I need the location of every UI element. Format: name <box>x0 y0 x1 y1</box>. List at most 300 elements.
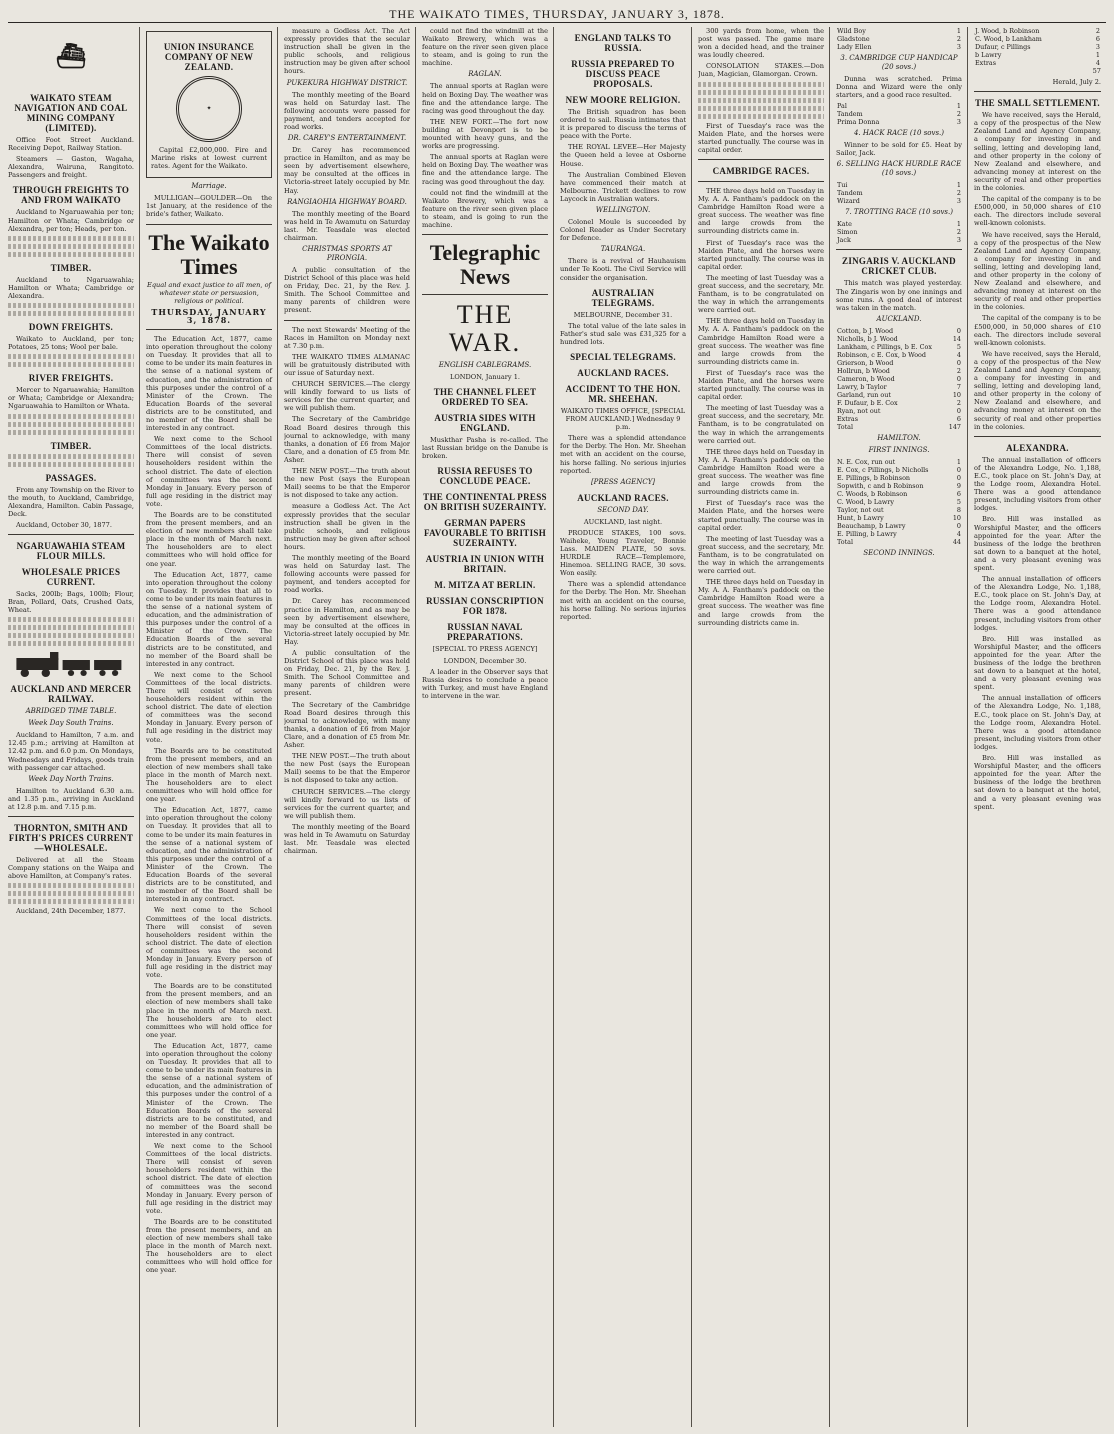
row-value: 3 <box>956 43 961 51</box>
thornton-head: THORNTON, SMITH AND FIRTH'S PRICES CURRENT—WHOLESALE. <box>8 823 134 853</box>
hamilton-scorecard <box>836 458 962 538</box>
week-south-head: Week Day South Trains. <box>28 719 114 728</box>
table-row <box>836 35 962 43</box>
insurance-seal-icon: ✦ <box>176 76 242 142</box>
new-post-text-b: THE NEW POST.—The truth about the new Post (says the European Mail) seems to be that the Emperor is not disposed to take any action. <box>284 752 410 785</box>
row-label: Simon <box>837 228 858 237</box>
row-value: 2 <box>956 189 961 198</box>
cricket-head: ZINGARIS V. AUCKLAND CRICKET CLUB. <box>842 256 956 277</box>
cup-handicap-text: Dunna was scratched. Prima Donna and Wizard were the only starters, and a good race resulted. <box>836 75 962 100</box>
river-freights-head: RIVER FREIGHTS. <box>28 373 114 384</box>
row-label: F. Dufaur, b E. Cox <box>837 398 898 407</box>
religion-head: NEW MOORE RELIGION. <box>565 95 681 105</box>
row-label: Extras <box>975 59 996 67</box>
steamers-list: Steamers — Gaston, Wagaha, Alexandra, Wairuna, Rangitoto. Passengers and freight. <box>8 155 134 180</box>
col8-total: 57 <box>1092 67 1101 75</box>
date-line: Auckland, October 30, 1877. <box>16 520 112 529</box>
row-label: Lady Ellen <box>837 43 872 51</box>
leader-para-2c: We next come to the School Committees of the local districts. There will consist of seven householders resident within the school district. The date of election of committees was the second Monday in January. Every person of full age residing in the district may vote. <box>146 906 272 980</box>
table-row <box>836 407 962 415</box>
row-value: 3 <box>956 236 961 245</box>
table-row <box>836 102 962 110</box>
leader-para-3d: The Boards are to be constituted from the present members, and an election of new members shall take place in the month of March next. The householders are to elect committees who will hold office for one year. <box>146 1217 272 1275</box>
row-label: Tui <box>837 181 848 190</box>
row-value: 1 <box>956 27 961 35</box>
col6-para-1b: CONSOLATION STAKES.—Don Juan, Magician, Glamorgan. Crown. <box>698 62 824 79</box>
cup-handicap-head: 3. CAMBRIDGE CUP HANDICAP (20 sovs.) <box>840 54 958 71</box>
row-label: Robinson, c E. Cox, b Wood <box>837 350 927 359</box>
raglan-text-b: The annual sports at Raglan were held on Boxing Day. The weather was fine and the attendance large. The racing was good throughout the day. <box>422 153 548 186</box>
new-post-text: THE NEW POST.—The truth about the new Post (says the European Mail) seems to be that the Emperor is not disposed to take any action. <box>284 467 410 500</box>
table-row <box>836 351 962 359</box>
table-row <box>836 530 962 538</box>
auckland-scorecard <box>836 327 962 423</box>
row-label: Garland, run out <box>837 390 891 399</box>
table-row <box>836 474 962 482</box>
down-freights-head: DOWN FREIGHTS. <box>28 322 114 333</box>
table-row <box>836 498 962 506</box>
table-row <box>836 514 962 522</box>
tauranga-text: There is a revival of Hauhauism under Te Kooti. The Civil Service will consider the organisation. <box>560 257 686 282</box>
carey-text: Dr. Carey has recommenced practice in Hamilton, and as may be seen by advertisement elsewhere, may be consulted at the offices in Victoria-street lately occupied by Mr. Hay. <box>284 146 410 195</box>
row-value: 1 <box>1095 51 1100 59</box>
leader-para-2b: We next come to the School Committees of the local districts. There will consist of seven householders resident within the school district. The date of election of committees was the second Monday in January. Every person of full age residing in the district may vote. <box>146 670 272 744</box>
union-title: UNION INSURANCE COMPANY OF NEW ZEALAND. <box>163 42 255 72</box>
alexandra-para-2: Bro. Hill was installed as Worshipful Master, and the officers appointed for the year. After the business of the lodge the brethren sat down to a banquet at the hotel, and a very pleasant evening was spent. <box>974 515 1101 572</box>
table-row <box>836 228 962 236</box>
settlement-para-4: The capital of the company is to be £500,000, in 50,000 shares of £10 each. The directors include several well-known colonists. <box>974 314 1101 347</box>
col5-para-3: The Australian Combined Eleven have commenced their match at Melbourne. Trickett declines to row Laycock in Australian waters. <box>560 170 686 203</box>
table-row <box>836 343 962 351</box>
hamilton-total <box>836 538 962 546</box>
almanac-text: THE WAIKATO TIMES ALMANAC will be gratuitously distributed with our issue of Saturday next. <box>284 352 410 377</box>
road-board-text: The Secretary of the Cambridge Road Board desires through this journal to acknowledge, with many thanks, a donation of £6 from Major Clare, and a donation of £5 from Mr. Asher. <box>284 415 410 464</box>
col6-para-1: 300 yards from home, when the post was passed. The game mare won a decided head, and the trainer was loudly cheered. <box>698 27 824 60</box>
cablegrams-head: ENGLISH CABLEGRAMS. <box>438 361 532 370</box>
row-value: 3 <box>956 197 961 206</box>
table-row <box>836 415 962 423</box>
row-label: Gladstone <box>837 35 870 43</box>
paper-title: The Waikato Times <box>148 229 270 279</box>
results-table-1 <box>836 27 962 51</box>
stewards-text: The next Stewards' Meeting of the Races in Hamilton on Monday next at 7.30 p.m. <box>284 325 410 350</box>
column-1 <box>8 27 140 1427</box>
row-label: Prima Donna <box>837 118 880 127</box>
results-table-3 <box>836 181 962 205</box>
table-row <box>836 391 962 399</box>
alexandra-para-1: The annual installation of officers of the Alexandra Lodge, No. 1,188, E.C., took place on St. John's Day, at the Lodge room, Alexandra Hotel. There was a good attendance present, including visitors from other lodges. <box>974 455 1101 513</box>
row-label: C. Wood, b Lankham <box>975 35 1042 43</box>
column-3 <box>284 27 416 1427</box>
table-row <box>836 197 962 205</box>
row-value: 9 <box>956 481 961 490</box>
through-freights-head: THROUGH FREIGHTS TO AND FROM WAIKATO <box>12 185 130 206</box>
row-label: Tandem <box>837 110 863 119</box>
cambridge-para-7: THE three days held on Tuesday in My. A. A. Fantham's paddock on the Cambridge Hamilton Road were a great success. The weather was fine and large crowds from the surrounding districts came in. <box>698 447 824 497</box>
steam-office: Office Foot Street Auckland. Receiving Depot, Railway Station. <box>8 136 134 153</box>
col3-para-1b: measure a Godless Act. The Act expressly provides that the secular instruction shall be given in the public schools, and religious instruction may be given after school hours. <box>284 502 410 551</box>
row-label: E. Pilling, b Lawry <box>837 529 897 538</box>
leader-para-2d: We next come to the School Committees of the local districts. There will consist of seven householders resident within the school district. The date of election of committees was the second Monday in January. Every person of full age residing in the district may vote. <box>146 1142 272 1215</box>
marriage-text: MULLIGAN—GOULDER—On the 1st January, at the residence of the bride's father, Waikato. <box>146 194 272 219</box>
cambridge-para-4: THE three days held on Tuesday in My. A. A. Fantham's paddock on the Cambridge Hamilton Road were a great success. The weather was fine and large crowds from the surrounding districts came in. <box>698 317 824 366</box>
church-text-b: CHURCH SERVICES.—The clergy will kindly forward to us lists of services for the current quarter, and we will publish them. <box>284 787 410 820</box>
russia-peace-head: RUSSIA PREPARED TO DISCUSS PEACE PROPOSALS. <box>571 59 675 89</box>
row-label: Grierson, b Wood <box>837 358 894 367</box>
through-freights-text: Auckland to Ngaruawahia per ton; Hamilton or Whata; Cambridge or Alexandra, per ton; Heads, per ton. <box>8 208 134 233</box>
row-value: 2 <box>956 398 961 407</box>
leader-para-3b: The Boards are to be constituted from the present members, and an election of new members shall take place in the month of March next. The householders are to elect committees who will hold office for one year. <box>146 746 272 804</box>
row-value: 0 <box>956 374 961 383</box>
results-table-col8 <box>974 27 1101 67</box>
small-settlement-head: THE SMALL SETTLEMENT. <box>975 98 1100 109</box>
war-date: LONDON, January 1. <box>449 373 521 382</box>
auckland-total <box>836 423 962 431</box>
results-table-2 <box>836 102 962 126</box>
row-label: Extras <box>837 414 858 423</box>
row-value: 3 <box>1095 43 1100 51</box>
row-value: 5 <box>956 342 961 351</box>
passages-text: From any Township on the River to the mouth, to Auckland, Cambridge, Alexandra, Hamilton. Cabin Passage, Deck. <box>8 485 134 518</box>
col5-para-1: The British squadron has been ordered to sail. Russia intimates that it is prepared to discuss the terms of peace with the Porte. <box>560 108 686 141</box>
road-board-text-b: The Secretary of the Cambridge Road Board desires through this journal to acknowledge, with many thanks, a donation of £6 from Major Clare, and a donation of £5 from Mr. Asher. <box>284 700 410 750</box>
row-label: Kate <box>837 220 852 229</box>
alexandra-para-6: Bro. Hill was installed as Worshipful Master, and the officers appointed for the year. After the business of the lodge the brethren sat down to a banquet at the hotel, and a very pleasant evening was spent. <box>974 754 1101 811</box>
table-row <box>836 110 962 118</box>
pirongia-text: A public consultation of the District School of this place was held on Friday, Dec. 21, by the Rev. J. Smith. The School Committee and many parents of children were present. <box>284 265 410 315</box>
flour-mills-head: NGARUAWAHIA STEAM FLOUR MILLS. <box>16 540 126 561</box>
wellington-head: WELLINGTON. <box>595 206 651 215</box>
table-row <box>974 35 1101 43</box>
timber-head: TIMBER. <box>50 262 92 273</box>
press-date: AUCKLAND, last night. <box>583 517 663 526</box>
leader-para-1d: The Education Act, 1877, came into operation throughout the colony on Tuesday. It provides that all to come to be under its main features in the sense of a national system of education, and the administration of this purposes under the control of a Minister of the Crown. The Education Boards of the several districts are to be constituted, and no member of the Board shall be interested in any contract. <box>146 1041 272 1139</box>
locomotive-icon <box>8 650 134 678</box>
week-north-head: Week Day North Trains. <box>28 774 114 783</box>
war-head-6: AUSTRIA IN UNION WITH BRITAIN. <box>425 554 545 575</box>
column-2 <box>146 27 278 1427</box>
war-text-2: Muskthar Pasha is re-called. The last Russian bridge on the Danube is broken. <box>422 436 548 461</box>
wellington-text: Colonel Moule is succeeded by Colonel Reader as Under Secretary for Defence. <box>560 218 686 243</box>
row-value: 7 <box>956 382 961 391</box>
table-row <box>974 51 1101 59</box>
pirongia-head: CHRISTMAS SPORTS AT PIRONGIA. <box>302 244 392 262</box>
cambridge-para-8: First of Tuesday's race was the Maiden Plate, and the horses were started punctually. The course was in capital order. <box>698 499 824 532</box>
tauranga-head: TAURANGA. <box>600 245 646 254</box>
row-value: 0 <box>956 465 961 474</box>
row-label: Wizard <box>837 197 860 206</box>
row-label: Jack <box>837 236 851 245</box>
war-head-8: RUSSIAN CONSCRIPTION FOR 1878. <box>426 596 544 617</box>
accident-text: There was a splendid attendance for the Derby. The Hon. Mr. Sheehan met with an accident on the course, his horse falling. No serious injuries reported. <box>560 434 686 475</box>
row-value: 0 <box>956 521 961 530</box>
carey-text-b: Dr. Carey has recommenced practice in Hamilton, and as may be seen by advertisement elsewhere, may be consulted at the offices in Victoria-street lately occupied by Mr. Hay. <box>284 597 410 646</box>
column-8 <box>974 27 1106 1427</box>
row-label: Lankham, c Pillings, b E. Cox <box>837 342 932 351</box>
table-row <box>974 59 1101 67</box>
table-row <box>836 335 962 343</box>
row-label: Wild Boy <box>837 27 866 35</box>
steam-company-title: WAIKATO STEAM NAVIGATION AND COAL MINING COMPANY (LIMITED). <box>14 93 128 133</box>
war-date-9: LONDON, December 30. <box>443 656 527 665</box>
war-head-5: GERMAN PAPERS FAVOURABLE TO BRITISH SUZERAINTY. <box>424 518 546 549</box>
pukekura-text: The monthly meeting of the Board was held on Saturday last. The following accounts were passed for payment, and tenders accepted for road works. <box>284 90 410 131</box>
table-row <box>974 27 1101 35</box>
leader-para-1: The Education Act, 1877, came into operation throughout the colony on Tuesday. It provides that all to come to be under its main features in the sense of a national system of education, and the administration of this purposes under the control of a Minister of the Crown. The Education Boards of the several districts are to be constituted, and no member of the Board shall be interested in any contract. <box>146 335 272 433</box>
row-value: 4 <box>956 529 961 538</box>
row-value: 0 <box>956 473 961 482</box>
alexandra-head: ALEXANDRA. <box>1006 442 1069 453</box>
row-value: 0 <box>956 326 961 335</box>
column-4 <box>422 27 554 1427</box>
war-head-9: RUSSIAN NAVAL PREPARATIONS. <box>447 622 523 643</box>
table-row <box>836 490 962 498</box>
row-label: J. Wood, b Robinson <box>975 27 1040 35</box>
hack-race-head: 4. HACK RACE (10 sovs.) <box>853 129 945 138</box>
alexandra-para-3: The annual installation of officers of the Alexandra Lodge, No. 1,188, E.C., took place on St. John's Day, at the Lodge room, Alexandra Hotel. There was a good attendance present, including visitors from other lodges. <box>974 575 1101 632</box>
table-row <box>836 375 962 383</box>
row-value: 2 <box>956 366 961 375</box>
table-row <box>836 506 962 514</box>
rangiaohia-text-b: The monthly meeting of the Board was held in Te Awamutu on Saturday last. Mr. Teasdale was elected chairman. <box>284 822 410 856</box>
union-text: Capital £2,000,000. Fire and Marine risks at lowest current rates. Agent for the Waikato. <box>151 146 267 171</box>
col4-para-1b: could not find the windmill at the Waikato Brewery, which was a feature on the river seen given place to steam, and is going to run the machine. <box>422 188 548 229</box>
leader-para-2: We next come to the School Committees of the local districts. There will consist of seven householders resident within the school district. The date of election of committees was the second Monday in January. Every person of full age residing in the district may vote. <box>146 435 272 508</box>
table-row <box>974 43 1101 51</box>
row-label: Hollrun, b Wood <box>837 366 890 375</box>
press-auckland-head: AUCKLAND RACES. <box>577 492 669 503</box>
hamilton-first-innings: FIRST INNINGS. <box>868 445 930 454</box>
row-value: 5 <box>956 497 961 506</box>
table-row <box>836 522 962 530</box>
paper-date: THURSDAY, JANUARY 3, 1878. <box>151 306 267 325</box>
week-south-text: Auckland to Hamilton, 7 a.m. and 12.45 p.m.; arriving at Hamilton at 12.42 p.m. and 6.0 p.m. On Mondays, Wednesdays and Fridays, goods train with passenger car attached. <box>8 731 134 772</box>
timber2-head: TIMBER. <box>50 440 92 451</box>
australian-text: The total value of the late sales in Father's stud sale was £31,325 for a hundred lots. <box>560 321 686 346</box>
hamilton-total-value: 44 <box>952 537 961 546</box>
table-row <box>836 189 962 197</box>
row-label: N. E. Cox, run out <box>837 457 896 466</box>
steamer-illustration: ⛴ <box>55 44 87 70</box>
column-7 <box>836 27 968 1427</box>
herald-credit: Herald, July 2. <box>1052 78 1101 87</box>
row-value: 1 <box>956 457 961 466</box>
thornton-date: Auckland, 24th December, 1877. <box>16 907 126 916</box>
table-row <box>836 367 962 375</box>
table-row <box>836 236 962 244</box>
row-value: 2 <box>956 35 961 43</box>
prices-current-text: Sacks, 200lb; Bags, 100lb; Flour, Bran, Pollard, Oats, Crushed Oats, Wheat. <box>8 589 134 615</box>
row-label: Dufaur, c Pillings <box>975 43 1031 51</box>
selling-hack-head: 6. SELLING HACK HURDLE RACE (10 sovs.) <box>836 160 962 178</box>
raglan-head: RAGLAN. <box>468 70 502 79</box>
accident-sub: WAIKATO TIMES OFFICE, [SPECIAL FROM AUCKLAND.] Wednesday 9 p.m. <box>560 406 686 432</box>
row-value: 6 <box>956 489 961 498</box>
row-label: C. Woods, b Robinson <box>837 489 908 498</box>
church-text: CHURCH SERVICES.—The clergy will kindly forward to us lists of services for the current quarter, and we will publish them. <box>284 380 410 413</box>
settlement-para-3: We have received, says the Herald, a copy of the prospectus of the New Zealand Land and Agency Company, a company for investing in and selling, letting and developing land, and other property in the colony of New Zealand and elsewhere, and advancing money at interest on the security of real and other properties in the colonies. <box>974 230 1101 312</box>
row-label: Taylor, not out <box>837 505 884 514</box>
table-row <box>836 27 962 35</box>
row-value: 1 <box>956 220 961 229</box>
week-north-text: Hamilton to Auckland 6.30 a.m. and 1.35 p.m., arriving in Auckland at 12.8 p.m. and 7.15 p.m. <box>8 786 134 811</box>
australian-date: MELBOURNE, December 31. <box>573 310 673 319</box>
cambridge-para-2: First of Tuesday's race was the Maiden Plate, and the horses were started punctually. The course was in capital order. <box>698 238 824 271</box>
thornton-text: Delivered at all the Steam Company stations on the Waipa and above Hamilton, at Company's rates. <box>8 856 134 881</box>
column-grid <box>8 27 1106 1427</box>
table-row <box>836 383 962 391</box>
telegraphic-title: Telegraphic News <box>429 240 541 290</box>
trotting-race-head: 7. TROTTING RACE (10 sovs.) <box>845 208 953 217</box>
row-label: Cameron, b Wood <box>837 374 895 383</box>
hamilton-total-label: Total <box>837 537 854 546</box>
war-head-2: AUSTRIA SIDES WITH ENGLAND. <box>434 413 536 434</box>
row-label: E. Cox, c Pillings, b Nicholls <box>837 465 929 474</box>
paper-motto: Equal and exact justice to all men, of whatever state or persuasion, religious or political. <box>147 280 271 305</box>
prices-current-head: WHOLESALE PRICES CURRENT. <box>21 566 121 587</box>
row-label: Lawry, b Taylor <box>837 382 887 391</box>
cambridge-para-1: THE three days held on Tuesday in My. A. A. Fantham's paddock on the Cambridge Hamilton Road were a great success. The weather was fine and large crowds from the surrounding districts came in. <box>698 186 824 236</box>
settlement-para-1: We have received, says the Herald, a copy of the prospectus of the New Zealand Land and Agency Company, a company for investing in and selling, letting and developing land, and other property in the colony of New Zealand and elsewhere, and advancing money at interest on the security of real and other properties in the colonies. <box>974 111 1101 193</box>
row-label: Beauchamp, b Lawry <box>837 521 906 530</box>
total-label: Total <box>837 422 854 431</box>
england-russia-head: ENGLAND TALKS TO RUSSIA. <box>574 33 672 53</box>
row-label: Ryan, not out <box>837 406 881 415</box>
raglan-text: The annual sports at Raglan were held on Boxing Day. The weather was fine and the attendance large. The racing was good throughout the day. <box>422 82 548 115</box>
pukekura-text-b: The monthly meeting of the Board was held on Saturday last. The following accounts were passed for payment, and tenders accepted for road works. <box>284 553 410 595</box>
new-fort-text: THE NEW FORT.—The fort now building at Devonport is to be mounted with heavy guns, and the works are progressing. <box>422 117 548 151</box>
row-value: 2 <box>1095 27 1100 35</box>
table-row <box>836 220 962 228</box>
railway-subtitle: ABRIDGED TIME TABLE. <box>25 707 117 716</box>
pirongia-text-b: A public consultation of the District School of this place was held on Friday, Dec. 21, by the Rev. J. Smith. The School Committee and many parents of children were present. <box>284 649 410 698</box>
australian-head: AUSTRALIAN TELEGRAMS. <box>591 287 655 308</box>
row-label: Sopwith, c and b Robinson <box>837 481 924 490</box>
table-row <box>836 399 962 407</box>
column-5 <box>560 27 692 1427</box>
page-masthead <box>8 6 1106 23</box>
results-table-4 <box>836 220 962 244</box>
down-freights-text: Waikato to Auckland, per ton; Potatoes, 25 tons; Wool per bale. <box>8 335 134 352</box>
total-value: 147 <box>948 422 961 431</box>
war-head-4: THE CONTINENTAL PRESS ON BRITISH SUZERAINTY. <box>423 492 547 513</box>
column-6 <box>698 27 830 1427</box>
alexandra-para-5: The annual installation of officers of the Alexandra Lodge, No. 1,188, E.C., took place on St. John's Day, at the Lodge room, Alexandra Hotel. There was a good attendance present, including visitors from other lodges. <box>974 694 1101 751</box>
accident-head: ACCIDENT TO THE HON. MR. SHEEHAN. <box>565 383 681 404</box>
row-label: b Lawry <box>975 51 1002 59</box>
special-auckland-head: AUCKLAND RACES. <box>577 367 669 378</box>
marriage-head: Marriage. <box>191 182 227 191</box>
cambridge-para-6: The meeting of last Tuesday was a great success, and the secretary, Mr. Fantham, is to be congratulated on the way in which the arrangements were carried out. <box>698 404 824 445</box>
rangiaohia-head: RANGIAOHIA HIGHWAY BOARD. <box>287 197 407 206</box>
col6-para-1c: First of Tuesday's race was the Maiden Plate, and the horses were started punctually. The course was in capital order. <box>698 121 824 154</box>
cambridge-para-10: THE three days held on Tuesday in My. A. A. Fantham's paddock on the Cambridge Hamilton Road were a great success. The weather was fine and large crowds from the surrounding districts came in. <box>698 578 824 627</box>
table-row <box>836 359 962 367</box>
row-label: Nicholls, b J. Wood <box>837 334 898 343</box>
row-value: 10 <box>952 390 961 399</box>
row-value: 4 <box>956 350 961 359</box>
war-sub-9: [SPECIAL TO PRESS AGENCY] <box>432 645 538 654</box>
row-label: C. Wood, b Lawry <box>837 497 895 506</box>
union-insurance-ad <box>146 31 272 178</box>
passages-head: PASSAGES. <box>45 472 97 483</box>
row-label: Tandem <box>837 189 863 198</box>
row-value: 2 <box>956 110 961 119</box>
masthead-title: THE WAIKATO TIMES, THURSDAY, JANUARY 3, 1878. <box>389 7 725 21</box>
leader-para-3: The Boards are to be constituted from the present members, and an election of new members shall take place in the month of March next. The householders are to elect committees who will hold office for one year. <box>146 511 272 568</box>
press-text-b: There was a splendid attendance for the Derby. The Hon. Mr. Sheehan met with an accident on the course, his horse falling. No serious injuries reported. <box>560 580 686 621</box>
war-head-1: THE CHANNEL FLEET ORDERED TO SEA. <box>433 387 537 408</box>
row-value: 0 <box>956 406 961 415</box>
row-value: 10 <box>952 513 961 522</box>
col5-para-2: THE ROYAL LEVEE—Her Majesty the Queen held a levee at Osborne House. <box>560 143 686 168</box>
row-label: Hunt, b Lawry <box>837 513 884 522</box>
war-head-7: M. MITZA AT BERLIN. <box>434 580 536 591</box>
pukekura-head: PUKEKURA HIGHWAY DISTRICT. <box>286 78 408 87</box>
row-label: Pal <box>837 102 847 111</box>
row-value: 0 <box>956 358 961 367</box>
col4-para-1: could not find the windmill at the Waikato Brewery, which was a feature on the river seen given place to steam, and is going to run the machine. <box>422 27 548 68</box>
leader-para-1b: The Education Act, 1877, came into operation throughout the colony on Tuesday. It provides that all to come to be under its main features in the sense of a national system of education, and the administration of this purposes under the control of a Minister of the Crown. The Education Boards of the several districts are to be constituted, and no member of the Board shall be interested in any contract. <box>146 570 272 668</box>
table-row <box>836 181 962 189</box>
settlement-para-5: We have received, says the Herald, a copy of the prospectus of the New Zealand Land and Agency Company, a company for investing in and selling, letting and developing land, and other property in the colony of New Zealand and elsewhere, and advancing money at interest on the security of real and other properties in the colonies. <box>974 349 1101 431</box>
row-value: 1 <box>956 181 961 190</box>
war-text-9: A leader in the Observer says that Russia desires to conclude a peace with Turkey, and must have England to intervene in the war. <box>422 667 548 700</box>
settlement-para-2: The capital of the company is to be £500,000, in 50,000 shares of £10 each. The directors include several well-known colonists. <box>974 195 1101 228</box>
row-label: E. Pillings, b Robinson <box>837 473 911 482</box>
hamilton-score-head: HAMILTON. <box>877 433 921 442</box>
row-value: 2 <box>956 228 961 237</box>
table-row <box>836 118 962 126</box>
row-value: 3 <box>956 118 961 127</box>
alexandra-para-4: Bro. Hill was installed as Worshipful Master, and the officers appointed for the year. After the business of the lodge the brethren sat down to a banquet at the hotel, and a very pleasant evening was spent. <box>974 634 1101 692</box>
river-freights-text: Mercer to Ngaruawahia; Hamilton or Whata; Cambridge or Alexandra; Ngaruawahia to Hamilton or Whata. <box>8 386 134 411</box>
war-title: THE WAR. <box>448 300 522 358</box>
row-value: 4 <box>1095 59 1100 67</box>
timber-text: Auckland to Ngaruawahia; Hamilton or Whata; Cambridge or Alexandra. <box>8 275 134 300</box>
special-head: SPECIAL TELEGRAMS. <box>570 351 676 362</box>
col3-para-1: measure a Godless Act. The Act expressly provides that the secular instruction shall be given in the public schools, and religious instruction may be given after school hours. <box>284 27 410 76</box>
cambridge-para-5: First of Tuesday's race was the Maiden Plate, and the horses were started punctually. The course was in capital order. <box>698 368 824 402</box>
table-row <box>836 43 962 51</box>
war-head-3: RUSSIA REFUSES TO CONCLUDE PEACE. <box>437 466 533 487</box>
press-agency-label: [PRESS AGENCY] <box>590 477 656 486</box>
press-second-day: SECOND DAY. <box>597 505 649 514</box>
table-row <box>836 327 962 335</box>
cambridge-races-head: CAMBRIDGE RACES. <box>712 165 810 176</box>
table-row <box>836 458 962 466</box>
carey-head: DR. CAREY'S ENTERTAINMENT. <box>287 134 407 143</box>
row-value: 6 <box>1095 35 1100 43</box>
row-value: 1 <box>956 102 961 111</box>
railway-title: AUCKLAND AND MERCER RAILWAY. <box>10 684 132 705</box>
hack-race-text: Winner to be sold for £5. Heat by Sailor, Jack. <box>836 141 962 158</box>
table-row <box>836 466 962 474</box>
row-value: 8 <box>956 505 961 514</box>
table-row <box>836 482 962 490</box>
leader-para-1c: The Education Act, 1877, came into operation throughout the colony on Tuesday. It provides that all to come to be under its main features in the sense of a national system of education, and the administration of this purposes under the control of a Minister of the Crown. The Education Boards of the several districts are to be constituted, and no member of the Board shall be interested in any contract. <box>146 806 272 904</box>
press-text: PRODUCE STAKES, 100 sovs. Waiheke, Young Traveler, Bonnie Lass. MAIDEN PLATE, 50 sovs. HURDLE RACE—Templemore, Hinemoa. SELLING RACE, 30 sovs. Won easily. <box>560 528 686 578</box>
cricket-text: This match was played yesterday. The Zingaris won by one innings and some runs. A good deal of interest was taken in the match. <box>836 279 962 312</box>
leader-para-3c: The Boards are to be constituted from the present members, and an election of new members shall take place in the month of March next. The householders are to elect committees who will hold office for one year. <box>146 982 272 1039</box>
cambridge-para-9: The meeting of last Tuesday was a great success, and the secretary, Mr. Fantham, is to be congratulated on the way in which the arrangements were carried out. <box>698 534 824 576</box>
row-value: 14 <box>952 334 961 343</box>
second-innings-head: SECOND INNINGS. <box>863 548 935 557</box>
rangiaohia-text: The monthly meeting of the Board was held in Te Awamutu on Saturday last. Mr. Teasdale was elected chairman. <box>284 209 410 242</box>
cambridge-para-3: The meeting of last Tuesday was a great success, and the secretary, Mr. Fantham, is to be congratulated on the way in which the arrangements were carried out. <box>698 273 824 315</box>
row-value: 6 <box>956 414 961 423</box>
row-label: Cotton, b J. Wood <box>837 326 894 335</box>
